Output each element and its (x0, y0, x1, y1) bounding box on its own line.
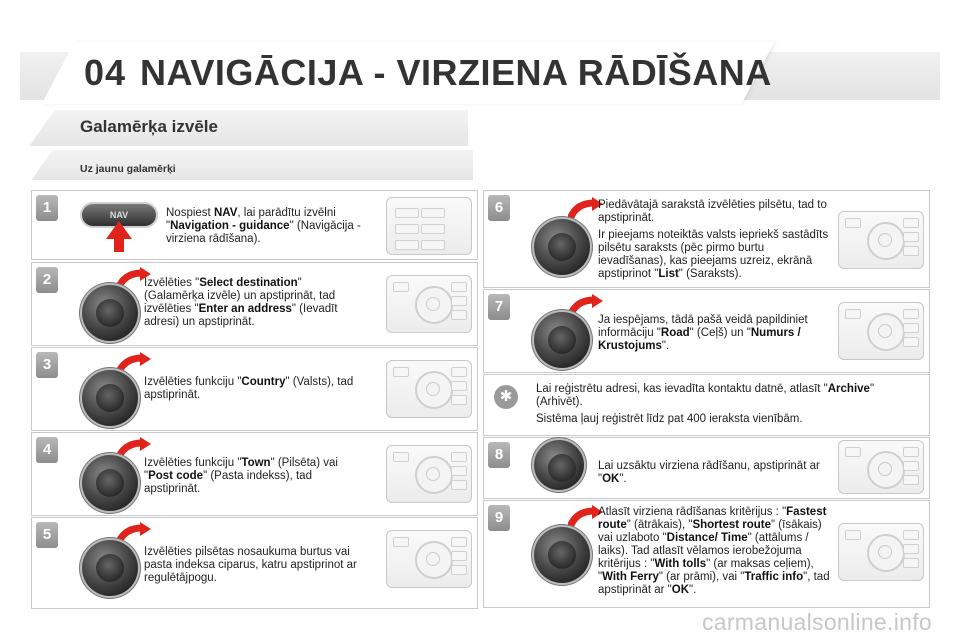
device-sketch (386, 445, 472, 503)
control-knob (82, 285, 138, 341)
step-6-panel (483, 190, 930, 288)
radio-panel-sketch (386, 197, 472, 255)
device-sketch (838, 302, 924, 360)
device-sketch (838, 211, 924, 269)
step-1-panel (31, 190, 478, 260)
device-sketch (838, 440, 924, 494)
step-7-text: Ja iespējams, tādā pašā veidā papildiniet informāciju "Road" (Ceļš) un "Numurs / Krustojums". (598, 314, 808, 352)
step-8-number: 8 (488, 442, 510, 468)
step-6-number: 6 (488, 195, 510, 221)
device-sketch (838, 523, 924, 581)
watermark: carmanualsonline.info (701, 609, 932, 635)
note-panel (483, 374, 930, 436)
lightbulb-icon: ✱ (494, 385, 518, 409)
step-1-number: 1 (36, 195, 58, 221)
step-7-panel (483, 289, 930, 373)
press-arrow-stem (114, 238, 124, 252)
control-knob (534, 527, 590, 583)
step-9-text: Atlasīt virziena rādīšanas kritērijus : "Fastest route" (ātrākais), "Shortest route" (īsākais) vai uzlaboto "Distance/ Time" (attālums / laiks). Tad atlasīt vēlamos ierobežojuma kritērijus : "With tolls" (ar maksas ceļiem), "With Ferry" (ar prāmi), vai "Traffic info", tad apstiprināt ar "OK". (598, 506, 830, 596)
step-2-panel (31, 262, 478, 346)
chapter-number: 04 (84, 52, 127, 93)
page-header (20, 42, 940, 108)
step-8-text: Lai uzsāktu virziena rādīšanu, apstiprināt ar "OK". (598, 460, 820, 485)
device-sketch (386, 530, 472, 588)
control-knob (82, 540, 138, 596)
step-5-panel (31, 517, 478, 609)
step-4-number: 4 (36, 437, 58, 463)
step-5-text: Izvēlēties pilsētas nosaukuma burtus vai pasta indeksa ciparus, katru apstiprinot ar regulētājpogu. (144, 546, 357, 584)
subsection-title: Uz jaunu galamērķi (80, 163, 176, 175)
step-5-number: 5 (36, 522, 58, 548)
control-knob (82, 370, 138, 426)
step-4-text: Izvēlēties funkciju "Town" (Pilsēta) vai "Post code" (Pasta indekss), tad apstiprināt. (144, 457, 338, 495)
device-sketch (386, 360, 472, 418)
step-9-panel (483, 500, 930, 608)
step-6-text: Piedāvātajā sarakstā izvēlēties pilsētu, tad to apstiprināt. Ir pieejams noteiktās valsts iepriekš sastādīts pilsētu saraksts (pēc pirmo burtu ievadīšanas), kas pieejams uzreiz, ekrānā apstiprinot "List" (Saraksts). (598, 199, 829, 280)
step-3-number: 3 (36, 352, 58, 378)
step-3-panel (31, 347, 478, 431)
control-knob (534, 312, 590, 368)
step-4-panel (31, 432, 478, 516)
section-title: Galamērķa izvēle (80, 117, 218, 136)
step-2-text: Izvēlēties "Select destination" (Galamērķa izvēle) un apstiprināt, tad izvēlēties "Enter an address" (Ievadīt adresi) un apstiprināt. (144, 277, 338, 328)
step-9-number: 9 (488, 505, 510, 531)
page-title: NAVIGĀCIJA - VIRZIENA RĀDĪŠANA (140, 52, 772, 93)
control-knob (82, 455, 138, 511)
step-7-number: 7 (488, 294, 510, 320)
step-8-panel (483, 437, 930, 499)
press-arrow-icon (106, 221, 132, 239)
device-sketch (386, 275, 472, 333)
step-2-number: 2 (36, 267, 58, 293)
note-text: Lai reģistrētu adresi, kas ievadīta kontaktu datnē, atlasīt "Archive" (Arhivēt). Sistēma ļauj reģistrēt līdz pat 400 ieraksta vienībām. (536, 383, 875, 425)
step-3-text: Izvēlēties funkciju "Country" (Valsts), tad apstiprināt. (144, 376, 354, 401)
control-knob (534, 219, 590, 275)
control-knob (534, 440, 584, 490)
nav-button: NAV (82, 204, 156, 226)
step-1-text: Nospiest NAV, lai parādītu izvēlni "Navigation - guidance" (Navigācija - virziena rādīšana). (166, 207, 361, 245)
